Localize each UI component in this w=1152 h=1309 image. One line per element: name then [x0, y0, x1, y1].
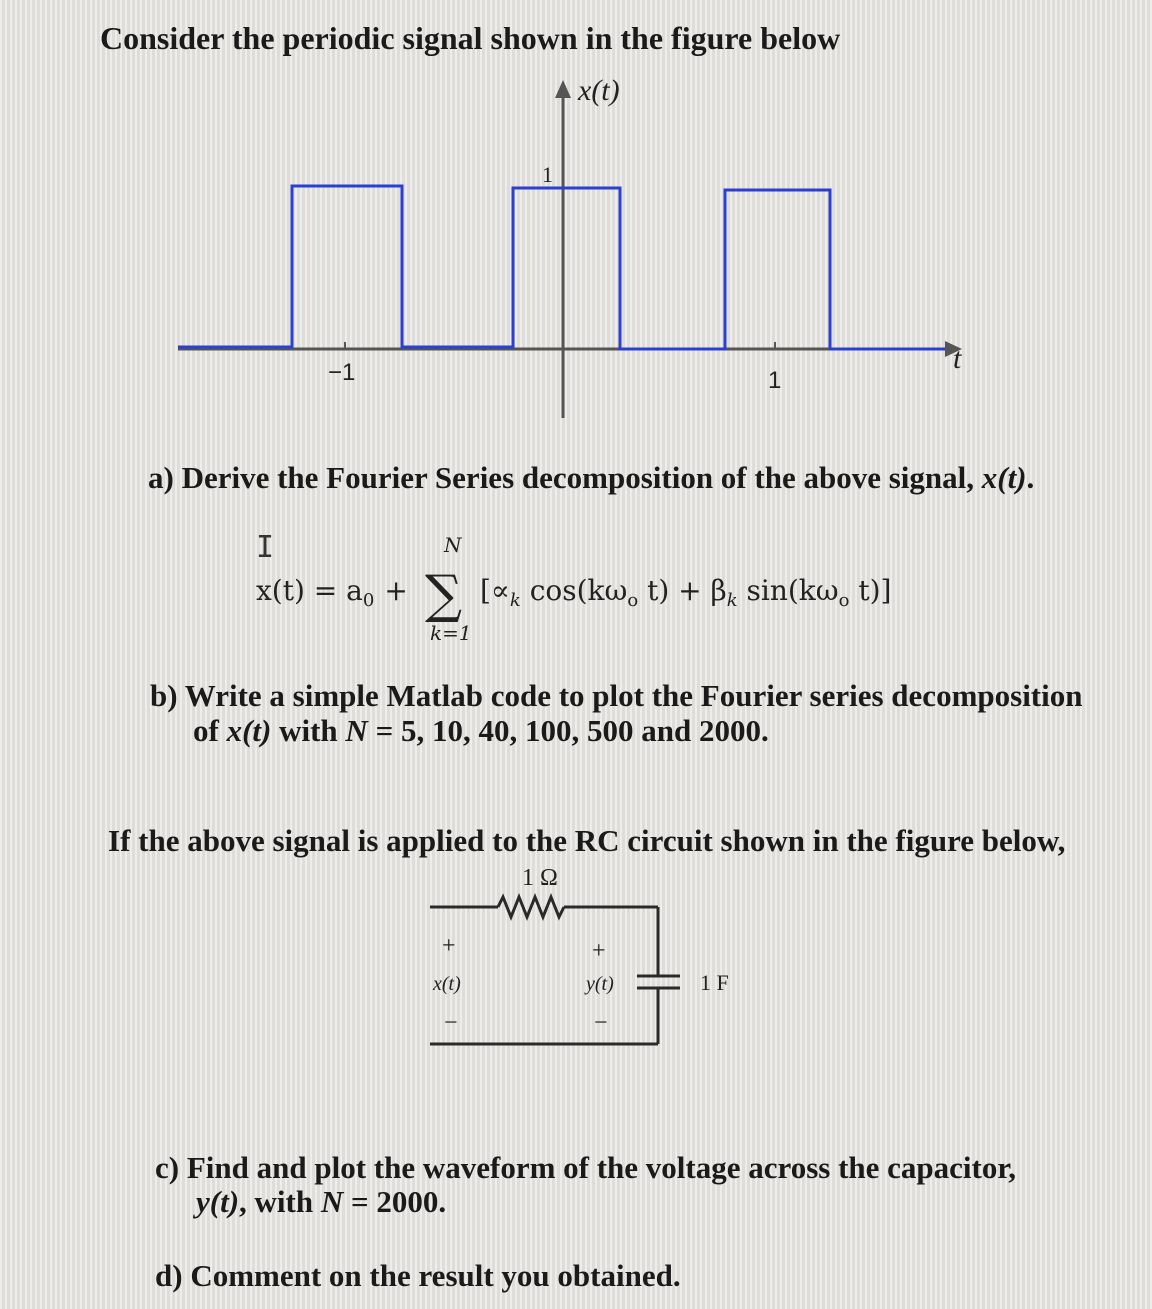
formula-lower-limit: k=1 [430, 621, 472, 645]
capacitor-label: 1 F [700, 970, 729, 995]
formula-lhs-text: x(t) = a [256, 574, 363, 607]
part-d-question: d) Comment on the result you obtained. [155, 1258, 681, 1293]
part-a-signal: x(t) [981, 460, 1027, 495]
input-plus: + [442, 933, 456, 959]
input-label: x(t) [433, 973, 461, 995]
formula-sin: sin(kω [737, 574, 839, 607]
amplitude-label: 1 [542, 162, 553, 187]
resistor-icon [498, 897, 564, 917]
formula-cos: cos(kω [520, 574, 628, 607]
output-plus: + [592, 938, 606, 964]
part-c-n: N [320, 1184, 344, 1219]
tick-label-neg-one: −1 [328, 359, 356, 386]
text-cursor-icon: I [256, 530, 275, 565]
part-b-mid: with [271, 713, 346, 748]
x-axis-label: t [953, 342, 962, 375]
formula-plus: + [384, 574, 408, 607]
part-c-line1: c) Find and plot the waveform of the voltage across the capacitor, [155, 1150, 1017, 1185]
part-c-line2 [196, 1184, 446, 1220]
part-b-signal: x(t) [226, 713, 272, 748]
formula-alpha-sub: k [509, 590, 521, 611]
formula-beta-sub: k [726, 590, 738, 611]
sum-symbol-icon: ∑ [425, 565, 463, 625]
tick-label-one: 1 [768, 367, 782, 394]
part-b-rest: = 5, 10, 40, 100, 500 and 2000. [367, 713, 769, 748]
formula-omega-sub2: o [838, 590, 850, 611]
part-b-prefix: of [193, 713, 227, 748]
part-a-text: Derive the Fourier Series decomposition of the above signal, [181, 460, 982, 495]
formula-omega-sub1: o [627, 590, 639, 611]
formula-sin-end: t)] [849, 574, 892, 607]
input-minus: − [444, 1010, 458, 1036]
output-label: y(t) [586, 973, 614, 995]
part-b-n: N [345, 713, 368, 748]
resistor-label: 1 Ω [522, 865, 558, 891]
rc-circuit-intro: If the above signal is applied to the RC circuit shown in the figure below, [108, 823, 1066, 858]
formula-a-sub: 0 [362, 590, 375, 611]
part-c-mid: , with [239, 1184, 321, 1219]
output-minus: − [594, 1010, 608, 1036]
part-a-label: a) [148, 460, 174, 495]
intro-text: Consider the periodic signal shown in the figure below [100, 20, 841, 56]
formula-bracket-open: [∝ [480, 574, 510, 607]
y-axis-label: x(t) [578, 74, 620, 107]
part-a-end: . [1026, 460, 1035, 495]
formula-upper-limit: N [444, 533, 462, 557]
part-b-line1: b) Write a simple Matlab code to plot the Fourier series decomposition [150, 678, 1083, 713]
part-c-signal: y(t) [196, 1184, 240, 1219]
part-c-rest: = 2000. [343, 1184, 447, 1219]
formula-cos-end: t) + β [638, 574, 727, 607]
